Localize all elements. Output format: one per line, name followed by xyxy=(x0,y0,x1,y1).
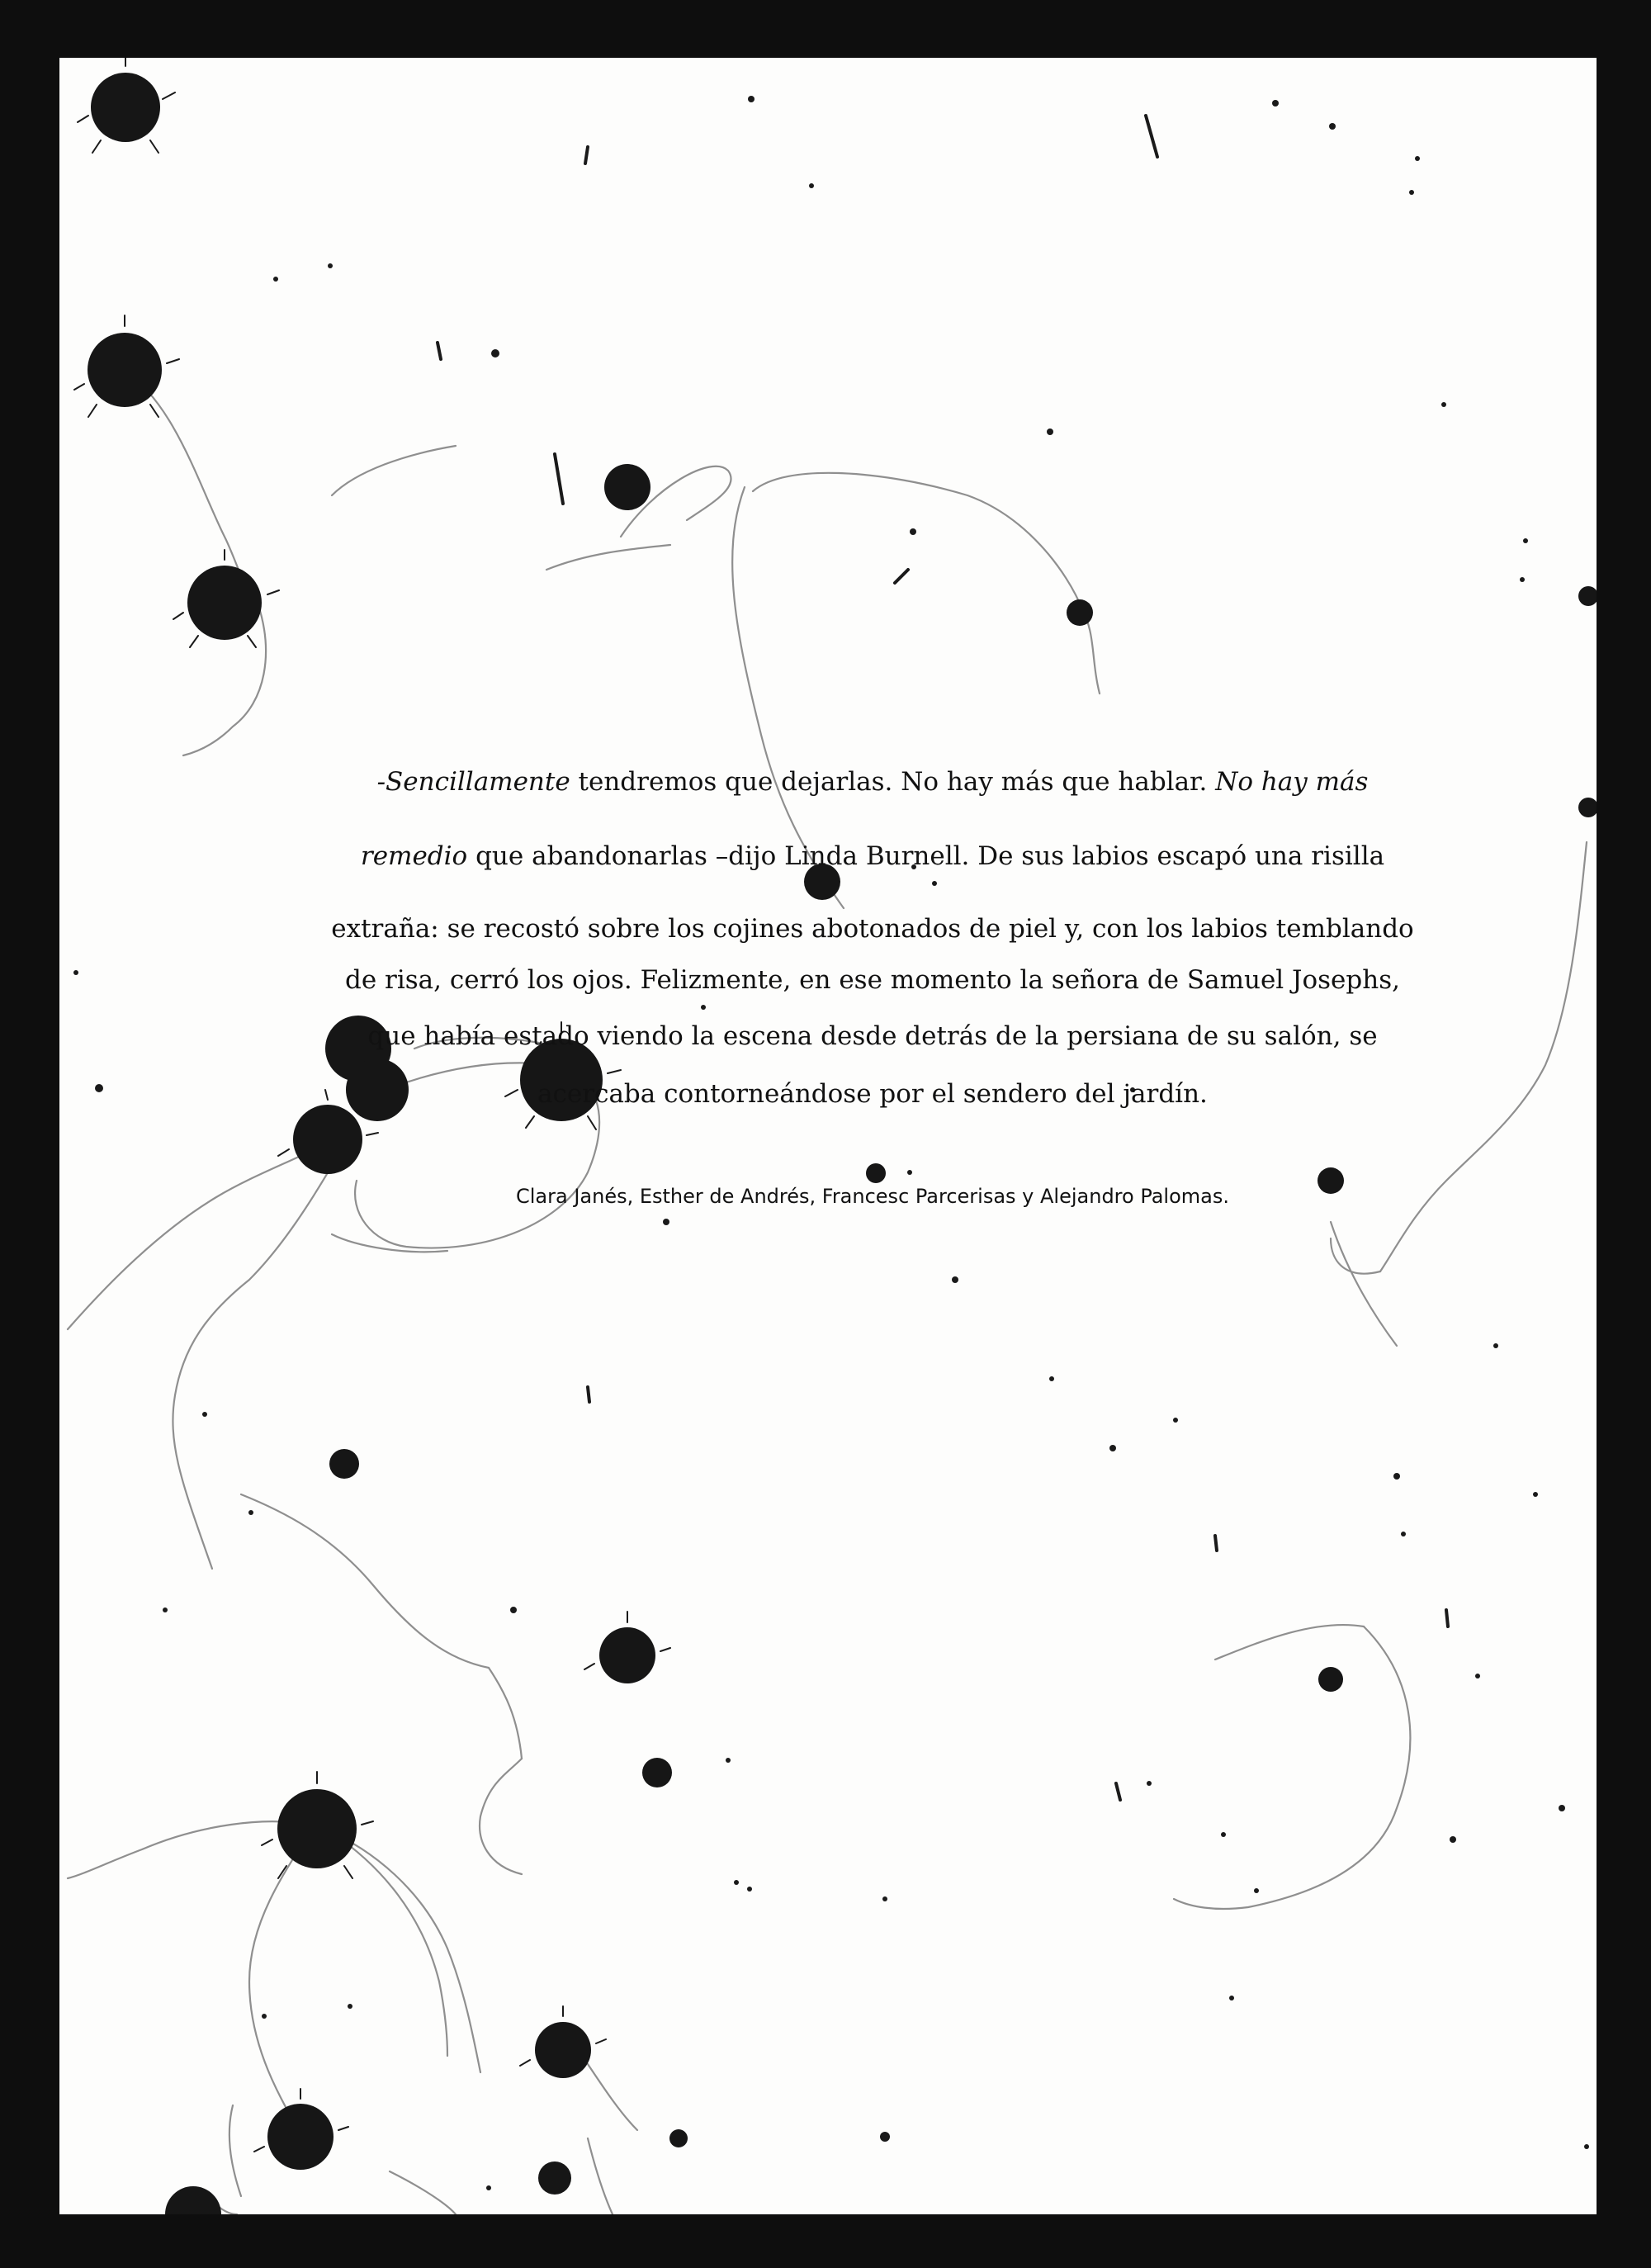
passage-line-5: que había estado viendo la escena desde detrás de la persiana de su salón, se xyxy=(367,1021,1378,1051)
ink-dashes xyxy=(438,116,1597,1800)
passage-line-2-text: que abandonarlas –dijo Linda Burnell. De sus labios escapó una risilla xyxy=(467,841,1385,871)
passage-italic-no-hay-mas: No hay más xyxy=(1215,767,1369,797)
passage-line-4: de risa, cerró los ojos. Felizmente, en ese momento la señora de Samuel Josephs, xyxy=(345,965,1400,995)
passage-italic-remedio: remedio xyxy=(360,841,468,871)
passage-line-1-text: tendremos que dejarlas. No hay más que hablar. xyxy=(570,767,1216,797)
passage-line-2 xyxy=(266,841,1479,871)
paper-page xyxy=(59,58,1597,2214)
passage-line-3: extraña: se recostó sobre los cojines abotonados de piel y, con los labios temblando xyxy=(331,914,1414,944)
pencil-lines xyxy=(68,372,1587,2214)
passage-italic-sencillamente: -Sencillamente xyxy=(376,767,570,797)
translator-credit: Clara Janés, Esther de Andrés, Francesc Parcerisas y Alejandro Palomas. xyxy=(515,1185,1229,1208)
ink-splatter-artwork xyxy=(59,58,1597,2214)
ink-blots xyxy=(88,73,1597,2214)
passage-line-1 xyxy=(266,769,1479,795)
passage-line-6: acercaba contorneándose por el sendero del jardín. xyxy=(537,1079,1208,1109)
